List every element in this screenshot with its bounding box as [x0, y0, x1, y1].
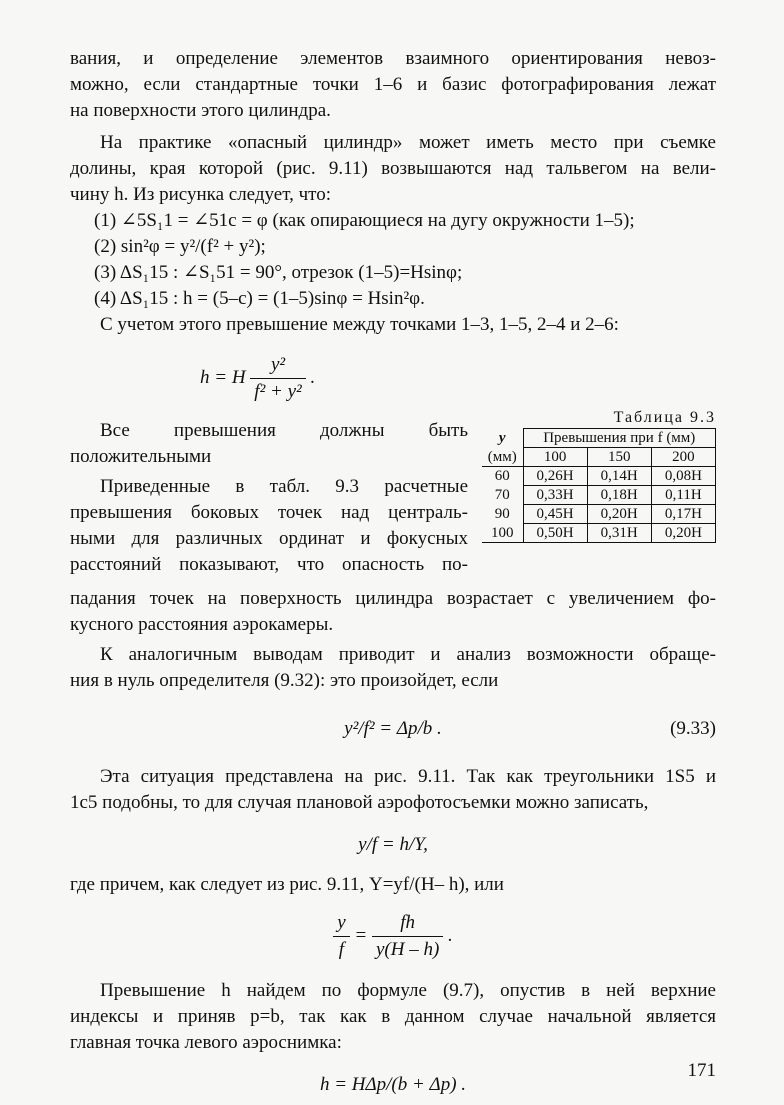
- formula-4-left-fraction: [333, 910, 349, 963]
- table-row: [482, 486, 716, 505]
- equation-number: (9.33): [670, 718, 716, 739]
- text-line: расстояний показывают, что опасность по-: [70, 554, 468, 575]
- formula-1: [200, 352, 716, 400]
- paragraph-7: где причем, как следует из рис. 9.11, Y=yf/(H– h), или: [70, 874, 504, 895]
- formula-1-fraction: [250, 352, 305, 405]
- text-line: вания, и определение элементов взаимного ориентирования невоз-: [70, 48, 716, 69]
- table-cell: 0,17H: [651, 505, 715, 524]
- formula-1-lhs: h = H: [200, 366, 246, 388]
- table-subheader-row: [482, 448, 716, 467]
- table-cell: 0,50H: [523, 524, 587, 543]
- text-line: положительными: [70, 446, 212, 467]
- table-cell: 0,14H: [587, 467, 651, 486]
- paragraph-5: [70, 642, 716, 694]
- paragraph-6: [70, 764, 716, 816]
- paragraph-8: [70, 978, 716, 1056]
- row-y: 70: [494, 487, 510, 503]
- paragraph-1: [70, 46, 716, 124]
- formula-4-equals: =: [354, 924, 368, 946]
- text-line: можно, если стандартные точки 1–6 и базис фотографирования лежат: [70, 74, 716, 95]
- formula-2-body: y²/f² = Δp/b .: [344, 718, 442, 739]
- text-with-table: [70, 404, 716, 586]
- page-body: [70, 46, 716, 1098]
- text-line: На практике «опасный цилиндр» может иметь место при съемке: [100, 132, 716, 153]
- formula-4: [70, 910, 716, 962]
- table-9-3: [482, 408, 716, 543]
- formula-4-tail: .: [448, 924, 453, 946]
- text-line: Все превышения должны быть: [100, 420, 468, 441]
- table-cell: 0,11H: [651, 486, 715, 505]
- table-cell: 0,31H: [587, 524, 651, 543]
- condition-list: [70, 208, 716, 312]
- table-row: [482, 505, 716, 524]
- table-header-row: [482, 429, 716, 448]
- list-item: (1) ∠5S₁1 = ∠51c = φ (как опирающиеся на дугу окружности 1–5);: [94, 210, 635, 231]
- paragraph-2: [70, 130, 716, 208]
- text-line: Приведенные в табл. 9.3 расчетные: [100, 476, 468, 497]
- text-line: кусного расстояния аэрокамеры.: [70, 614, 334, 635]
- col-y-unit: (мм): [487, 448, 517, 465]
- text-line: Эта ситуация представлена на рис. 9.11. Так как треугольники 1S5 и: [100, 766, 716, 787]
- text-line: на поверхности этого цилиндра.: [70, 100, 331, 121]
- table-cell: 0,33H: [523, 486, 587, 505]
- text-line: Превышение h найдем по формуле (9.7), опустив в ней верхние: [100, 980, 716, 1001]
- formula-2: [70, 716, 716, 742]
- row-y: 60: [482, 467, 523, 486]
- text-line: индексы и приняв p=b, так как в данном случае начальной является: [70, 1006, 716, 1027]
- group-header: Превышения при f (мм): [523, 429, 715, 448]
- table-cell: 0,45H: [523, 505, 587, 524]
- fraction-denominator: f² + y²: [254, 381, 302, 402]
- list-item: (3) ΔS₁15 : ∠S₁51 = 90°, отрезок (1–5)=Hsinφ;: [94, 262, 463, 283]
- text-line: ными для различных ординат и фокусных: [70, 528, 468, 549]
- paragraph-4: [70, 586, 716, 638]
- data-table: [482, 428, 716, 543]
- paragraph-3: С учетом этого превышение между точками 1–3, 1–5, 2–4 и 2–6:: [100, 314, 619, 335]
- table-row: [482, 524, 716, 543]
- fraction-denominator: f: [338, 939, 345, 960]
- text-line: ния в нуль определителя (9.32): это произойдет, если: [70, 670, 499, 691]
- table-title: Таблица 9.3: [613, 409, 716, 426]
- list-item: (2) sin²φ = y²/(f² + y²);: [94, 236, 266, 257]
- text-line: К аналогичным выводам приводит и анализ возможности обраще-: [100, 644, 716, 665]
- table-cell: 0,20H: [651, 524, 715, 543]
- row-y: 100: [482, 524, 523, 543]
- text-line: долины, края которой (рис. 9.11) возвышаются над тальвегом на вели-: [70, 158, 716, 179]
- text-line: главная точка левого аэроснимка:: [70, 1032, 342, 1053]
- table-row: [482, 467, 716, 486]
- formula-1-tail: .: [310, 366, 316, 388]
- row-y: 90: [494, 506, 510, 522]
- table-cell: 0,26H: [523, 467, 587, 486]
- text-line: чину h. Из рисунка следует, что:: [70, 184, 331, 205]
- fraction-numerator: y: [333, 910, 349, 937]
- formula-4-right-fraction: [372, 910, 443, 963]
- list-item: (4) ΔS₁15 : h = (5–c) = (1–5)sinφ = Hsin²φ.: [94, 288, 425, 309]
- table-cell: 0,08H: [651, 467, 715, 486]
- fraction-numerator: y²: [250, 352, 305, 379]
- formula-3: y/f = h/Y,: [358, 834, 428, 855]
- text-line: превышения боковых точек над централь-: [70, 502, 468, 523]
- fraction-denominator: y(H – h): [375, 939, 440, 960]
- table-cell: 0,18H: [587, 486, 651, 505]
- left-text-column: [70, 418, 468, 578]
- text-line: 1c5 подобны, то для случая плановой аэрофотосъемки можно записать,: [70, 792, 649, 813]
- col-y-header: y: [498, 430, 506, 446]
- formula-5: h = HΔp/(b + Δp) .: [319, 1074, 467, 1095]
- f-value-header: 150: [587, 448, 651, 467]
- text-line: падания точек на поверхность цилиндра возрастает с увеличением фо-: [70, 588, 716, 609]
- page-number: 171: [687, 1060, 716, 1081]
- fraction-numerator: fh: [372, 910, 443, 937]
- table-cell: 0,20H: [587, 505, 651, 524]
- f-value-header: 200: [651, 448, 715, 467]
- f-value-header: 100: [523, 448, 587, 467]
